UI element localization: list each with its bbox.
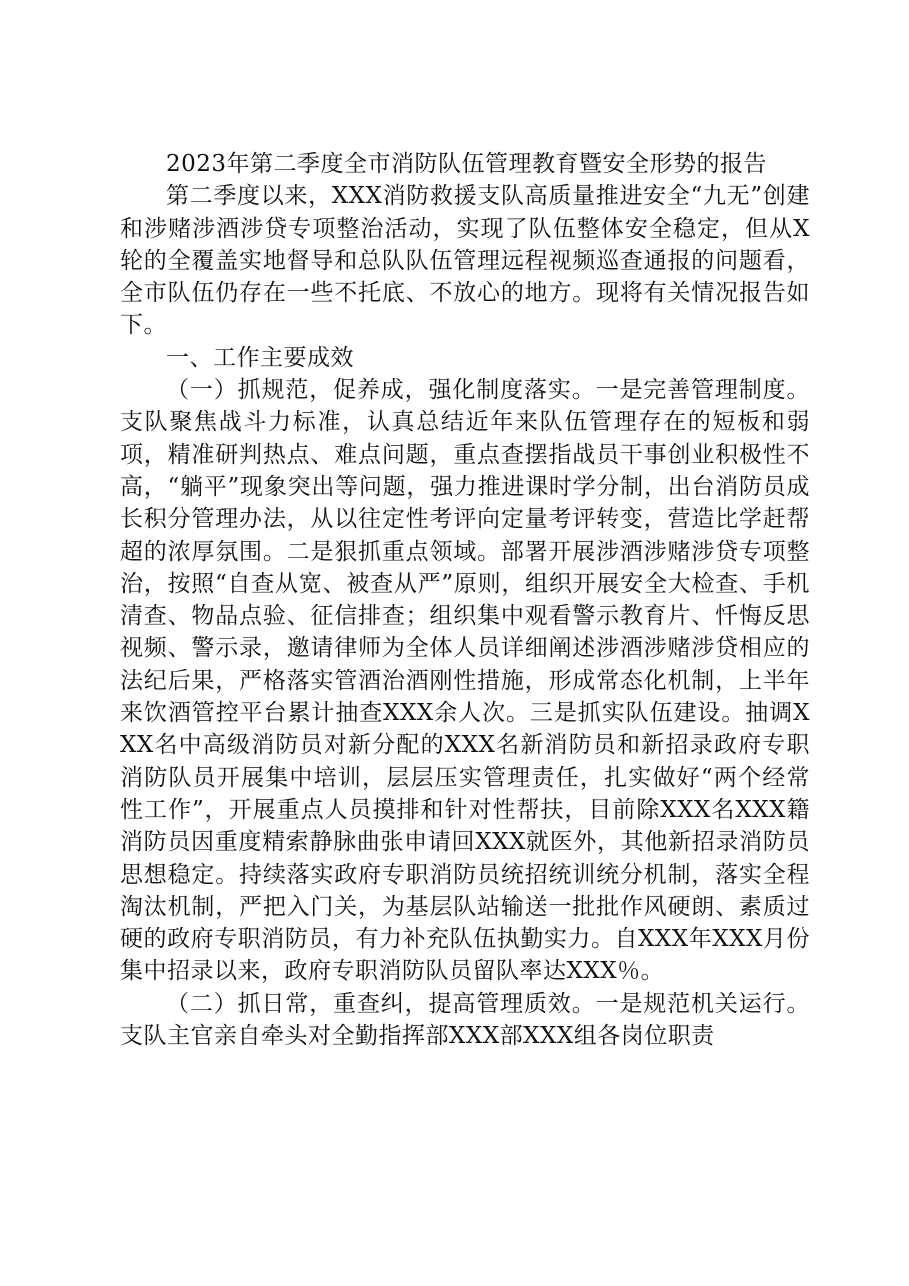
subsection-paragraph-1: （一）抓规范，促养成，强化制度落实。一是完善管理制度。支队聚焦战斗力标准，认真总结近年来队伍管理存在的短板和弱项，精准研判热点、难点问题，重点查摆指战员干事创业积极性不高，“躺平”现象突出等问题，强力推进课时学分制，出台消防员成长积分管理办法，从以往定性考评向定量考评转变，营造比学赶帮超的浓厚氛围。二是狠抓重点领域。部署开展涉酒涉赌涉贷专项整治，按照“自查从宽、被查从严”原则，组织开展安全大检查、手机清查、物品点验、征信排查；组织集中观看警示教育片、忏悔反思视频、警示录，邀请律师为全体人员详细阐述涉酒涉赌涉贷相应的法纪后果，严格落实管酒治酒刚性措施，形成常态化机制，上半年来饮酒管控平台累计抽查XXX余人次。三是抓实队伍建设。抽调XXX名中高级消防员对新分配的XXX名新消防员和新招录政府专职消防队员开展集中培训，层层压实管理责任，扎实做好“两个经常性工作”，开展重点人员摸排和针对性帮扶，目前除XXX名XXX籍消防员因重度精索静脉曲张申请回XXX就医外，其他新招录消防员思想稳定。持续落实政府专职消防员统招统训统分机制，落实全程淘汰机制，严把入门关，为基层队站输送一批批作风硬朗、素质过硬的政府专职消防员，有力补充队伍执勤实力。自XXX年XXX月份集中招录以来，政府专职消防队员留队率达XXX％。 bbox=[120, 377, 810, 985]
intro-paragraph: 第二季度以来，XXX消防救援支队高质量推进安全“九无”创建和涉赌涉酒涉贷专项整治活动，实现了队伍整体安全稳定，但从X轮的全覆盖实地督导和总队队伍管理远程视频巡查通报的问题看，全市队伍仍存在一些不托底、不放心的地方。现将有关情况报告如下。 bbox=[120, 183, 810, 339]
document-body bbox=[120, 148, 810, 1052]
section-heading: 一、工作主要成效 bbox=[166, 344, 354, 371]
subsection-paragraph-2: （二）抓日常，重查纠，提高管理质效。一是规范机关运行。支队主官亲自牵头对全勤指挥部XXX部XXX组各岗位职责 bbox=[120, 990, 810, 1050]
document-title: 2023年第二季度全市消防队伍管理教育暨安全形势的报告 bbox=[166, 151, 768, 177]
